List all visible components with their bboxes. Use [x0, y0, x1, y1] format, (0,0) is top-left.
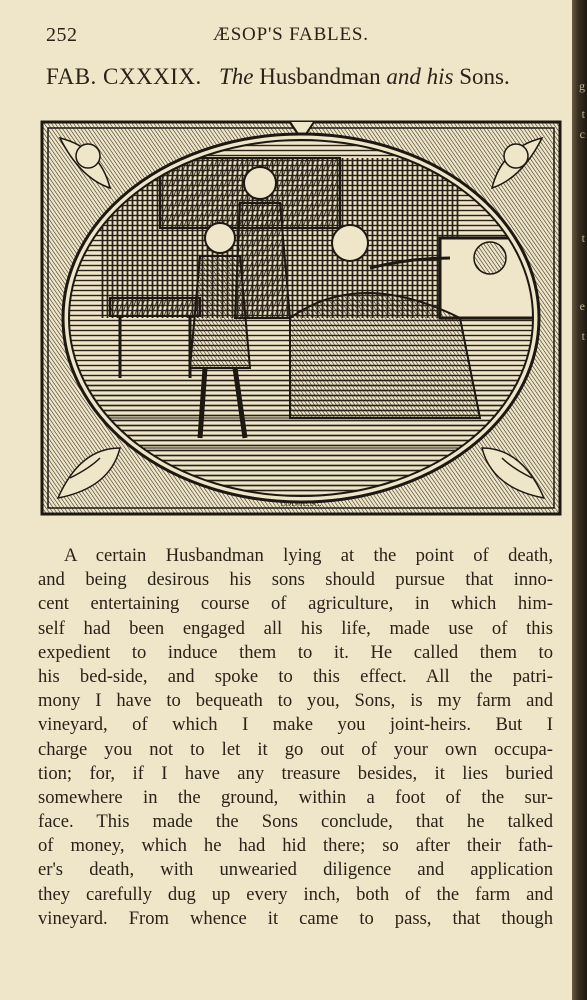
- text-line: vineyard, of which I make you joint-heirs. But I: [38, 714, 553, 736]
- page-number: 252: [46, 24, 78, 46]
- text-line: charge you not to let it go out of your own occupa-: [38, 738, 553, 760]
- fable-title-and-his: and his: [386, 64, 454, 89]
- text-line: they carefully dug up every inch, both of the farm and: [38, 883, 553, 905]
- text-line: mony I have to bequeath to you, Sons, is my farm and: [38, 690, 553, 712]
- text-line: self had been engaged all his life, made use of this: [38, 617, 553, 639]
- fable-body: [38, 544, 553, 931]
- page-gutter: [572, 0, 587, 1000]
- engraver-signature: LODGE.SC.: [280, 499, 322, 508]
- gutter-mark: t: [581, 107, 585, 121]
- text-line: his bed-side, and spoke to this effect. All the patri-: [38, 665, 553, 687]
- text-line: er's death, with unwearied diligence and application: [38, 859, 553, 881]
- gutter-mark: c: [579, 127, 585, 141]
- running-title: ÆSOP'S FABLES.: [213, 24, 369, 45]
- text-line: somewhere in the ground, within a foot of the sur-: [38, 786, 553, 808]
- fable-number: FAB. CXXXIX.: [46, 64, 202, 89]
- text-line: face. This made the Sons conclude, that he talked: [38, 811, 553, 833]
- text-line: tion; for, if I have any treasure besides, it lies buried: [38, 762, 553, 784]
- text-line: cent entertaining course of agriculture, in which him-: [38, 593, 553, 615]
- fable-heading: [46, 64, 566, 90]
- fable-title-the: The: [218, 64, 254, 89]
- text-line: of money, which he had hid there; so after their fath-: [38, 835, 553, 857]
- text-line: expedient to induce them to it. He called them to: [38, 641, 553, 663]
- fable-title-subject: Husbandman: [259, 64, 381, 89]
- gutter-mark: e: [579, 299, 585, 313]
- running-head: [46, 24, 546, 46]
- gutter-mark: g: [579, 79, 585, 93]
- text-line: and being desirous his sons should pursue that inno-: [38, 569, 553, 591]
- woodcut-illustration: [40, 118, 562, 518]
- gutter-mark: t: [581, 231, 585, 245]
- gutter-mark: t: [581, 329, 585, 343]
- text-line: vineyard. From whence it came to pass, that though: [38, 907, 553, 929]
- fable-title-object: Sons.: [459, 64, 510, 89]
- text-line: A certain Husbandman lying at the point of death,: [64, 545, 553, 566]
